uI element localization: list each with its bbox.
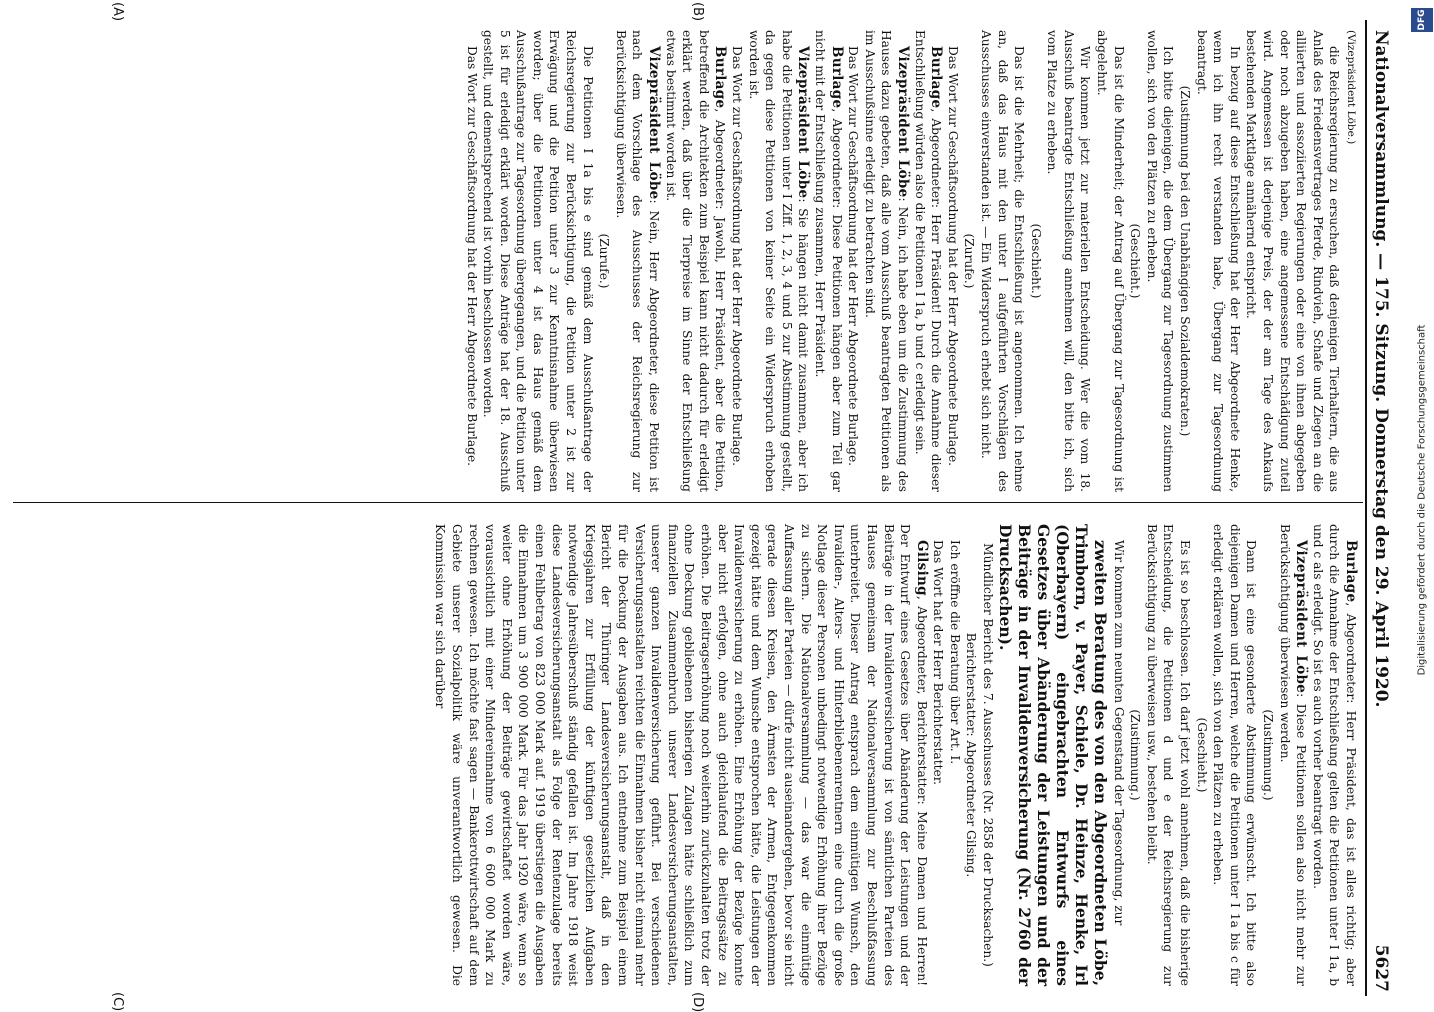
page-header (1363, 0, 1395, 1000)
interjection: (Zustimmung bei den Unabhängigen Sozialdemokraten.) (1178, 85, 1193, 437)
paragraph: Ich eröffne die Beratung über Art. I. (947, 540, 962, 765)
rapporteur-line: Berichterstatter: Abgeordneter Gilsing. (964, 632, 979, 878)
interjection: (Zurufe.) (597, 233, 612, 289)
paragraph: Das ist die Mehrheit; die Entschließung ist angenommen. Ich nehme an, daß das Haus mit den unter I aufgeführten Vorschlägen des Ausschusses einverstanden ist. — Ein Widerspruch erhebt sich nicht. (978, 30, 1027, 492)
report-line: Mündlicher Bericht des 7. Ausschusses (Nr. 2858 der Drucksachen.) (981, 543, 996, 967)
paragraph: (Vizepräsident Löbe.) (1345, 30, 1357, 145)
speaker-name: Burlage (1343, 540, 1359, 603)
interjection: (Zustimmung.) (1261, 709, 1276, 801)
paragraph: Wir kommen zum neunten Gegenstand der Tagesordnung, zur (1111, 540, 1126, 926)
speaker-name: Vizepräsident Löbe (795, 46, 812, 199)
paragraph: die Reichsregierung zu ersuchen, daß denjenigen Tierhaltern, die aus Anlaß des Friedensvertrages Pferde, Rindvieh, Schafe und Ziegen an die alliierten und assoziierten Regierungen oder eine von ihnen abgegeben oder noch abzugeben haben, eine angemessene Entschädigung zuteil wird. Angemessen ist derjenige Preis, der der am Tage des Ankaufs bestehenden Marktlage annähernd entspricht. (1244, 30, 1342, 492)
paragraph: Wir kommen jetzt zur materiellen Entscheidung. Wer die vom 18. Ausschuß beantragte Entschließung annehmen will, den bitte ich, sich vom Platze zu erheben. (1045, 30, 1093, 492)
speaker-name: Vizepräsident Löbe (646, 46, 663, 200)
header-rule (1365, 20, 1367, 996)
interjection: (Geschieht.) (1194, 717, 1209, 793)
interjection: (Zurufe.) (962, 233, 977, 289)
paragraph: Das Wort zur Geschäftsordnung hat der Herr Abgeordnete Burlage. (730, 46, 745, 467)
interjection: (Geschieht.) (1028, 223, 1043, 299)
paragraph: In bezug auf diese Entschließung hat der Herr Abgeordnete Henke, wenn ich ihn recht verstanden habe, Übergang zur Tagesordnung beantragt. (1194, 30, 1242, 492)
agenda-item-title: zweiten Beratung des von den Abgeordneten Löbe, Trimborn, v. Payer, Schiele, Dr. Heinze, Henke, Irl (Oberbayern) eingebrachten Entwurfs eines Gesetzes über Abänderung der Leistungen und der Beiträge in der Invalidenversicherung (Nr. 2760 der Drucksachen). (996, 524, 1111, 986)
paragraph: Das Wort hat der Herr Berichterstatter. (931, 540, 946, 786)
speech-paragraph: Gilsing, Abgeordneter, Berichterstatter: Meine Damen und Herren! Der Entwurf eines Gesetzes über Abänderung der Leistungen und der Beiträge in der Invalidenversicherung ist von sämtlichen Parteien des Hauses gemeinsam der Nationalversammlung zur Beschlußfassung unterbreitet. Dieser Antrag entsprach dem einmütigen Wunsch, den Invaliden-, Alters- und Hinterbliebenenrentnern eine durch die große Notlage dieser Personen unbedingt notwendige Erhöhung ihrer Bezüge zu sichern. Die Nationalversammlung — das war die einmütige Auffassung aller Parteien — dürfe nicht auseinandergehen, bevor sie nicht gerade diesen Kreisen, den Ärmsten der Armen, Entgegenkommen gezeigt hätte und dem Wunsche entsprochen hätte, die Leistungen der Invalidenversicherung zu erhöhen. Eine Erhöhung der Bezüge konnte aber nicht erfolgen, ohne auch gleichlaufend die Beitragssätze zu erhöhen. Die Beitragserhöhung noch weiterhin zurückzuhalten trotz der ohne Deckung gebliebenen bisherigen Zulagen hätte schließlich zum finanziellen Zusammenbruch unserer Landesversicherungsanstalten, unserer ganzen Invalidenversicherung geführt. Bei verschiedenen Versicherungsanstalten reichten die Einnahmen bisher nicht einmal mehr für die Deckung der Ausgaben aus. Ich entnehme zum Beispiel einem Bericht der Thüringer Landesversicherungsanstalt, daß in den Kriegsjahren zur Erfüllung der künftigen gesetzlichen Aufgaben notwendige Jahresüberschuß ständig gefallen ist. Im Jahre 1918 weist diese Landesversicherungsanstalt als Folge der Rentenzulage bereits einen Fehlbetrag von 823 000 Mark auf. 1919 überstiegen die Ausgaben die Einnahmen um 3 900 000 Mark. Für das Jahr 1920 wäre, wenn so weiter ohne Erhöhung der Beiträge gewirtschaftet worden wäre, voraussichtlich mit einer Mindereinnahme von 6 600 000 Mark zu rechnen gewesen. Ich möchte fast sagen — Bankerottwirtschaft auf dem Gebiete unserer Sozialpolitik wäre unverantwortlich gewesen. Die Kommission war sich darüber (433, 524, 930, 986)
speaker-name: Burlage (828, 46, 845, 109)
speaker-name: Burlage (928, 46, 945, 109)
paragraph: Die Petitionen I 1a bis e sind gemäß dem Ausschußantrage der Reichsregierung zur Berücksichtigung, die Petition unter 2 ist zur Erwägung und die Petition unter 3 zur Kenntnisnahme überwiesen worden; über die Petitionen unter 4 ist das Haus gemäß dem Ausschußantrage zur Tagesordnung übergegangen, und die Petition unter 5 ist für erledigt erklärt worden. Diese Anträge hat der 18. Ausschuß gestellt, und dementsprechend ist vorhin beschlossen worden. (481, 30, 595, 492)
paragraph: Das Wort zur Geschäftsordnung hat der Herr Abgeordnete Burlage. (945, 46, 960, 467)
speech-paragraph: Burlage, Abgeordneter: Herr Präsident! Durch die Annahme dieser Entschließung würden also die Petitionen I 1a, b und c erledigt sein. (912, 30, 945, 492)
speech-paragraph: Vizepräsident Löbe: Nein, Herr Abgeordneter, diese Petition ist nach dem Vorschlage des Ausschusses der Reichsregierung zur Berücksichtigung überwiesen. (613, 30, 663, 492)
speech-paragraph: Vizepräsident Löbe: Diese Petitionen sollen also nicht mehr zur Berücksichtigung überwiesen werden. (1277, 524, 1310, 986)
paragraph: Dann ist eine gesonderte Abstimmung erwünscht. Ich bitte also diejenigen Damen und Herren, welche die Petitionen unter I 1a bis c für erledigt erklären wollen, sich von den Plätzen zu erheben. (1211, 524, 1259, 986)
column-divider (13, 502, 1363, 503)
speech-paragraph: Vizepräsident Löbe: Sie hängen nicht damit zusammen, aber ich habe die Petitionen unter I Ziff. 1, 2, 3, 4 und 5 zur Abstimmung gestellt, da gegen diese Petitionen von keiner Seite ein Widerspruch erhoben worden ist. (746, 30, 812, 492)
running-title: Nationalversammlung. — 175. Sitzung. Donnerstag den 29. April 1920. (1371, 30, 1391, 708)
margin-mark-c: (C) (110, 992, 125, 1012)
paragraph: Das Wort zur Geschäftsordnung hat der Herr Abgeordnete Burlage. (464, 46, 479, 467)
margin-mark-b: (B) (690, 2, 705, 22)
left-column (463, 30, 1359, 492)
rotated-page (5, 0, 1395, 1012)
interjection: (Zustimmung.) (1128, 709, 1143, 801)
margin-mark-a: (A) (110, 2, 125, 22)
speaker-name: Vizepräsident Löbe (894, 46, 911, 198)
credit-text: Digitalisierung gefördert durch die Deutsche Forschungsgemeinschaft (1416, 324, 1428, 676)
digitization-credit (1410, 0, 1434, 1000)
speaker-name: Gilsing (913, 540, 930, 596)
speaker-name: Vizepräsident Löbe (1293, 540, 1310, 694)
speech-paragraph: Burlage, Abgeordneter: Jawohl, Herr Präsident, aber die Petition, betreffend die Architekten zum Beispiel kann nicht dadurch für erledigt erklärt werden, daß über die Tierpreise im Sinne der Entschließung etwas bestimmt worden ist. (663, 30, 729, 492)
margin-mark-d: (D) (690, 992, 705, 1012)
speech-paragraph: Burlage, Abgeordneter: Herr Präsident, das ist alles richtig; aber durch die Annahme der Entschließung gelten die Petitionen unter I 1a, b und c als erledigt. So ist es auch vorher beantragt worden. (1310, 524, 1359, 986)
page-number: 5627 (1371, 944, 1391, 992)
dfg-logo: DFG (1411, 8, 1433, 32)
speech-paragraph: Burlage, Abgeordneter: Diese Petitionen hängen aber zum Teil gar nicht mit der Entschließung zusammen, Herr Präsident. (813, 30, 845, 492)
speech-paragraph: Vizepräsident Löbe: Nein, ich habe eben um die Zustimmung des Hauses dazu gebeten, daß alle vom Ausschuß beantragten Petitionen als im Ausschußsinne erledigt zu betrachten sind. (862, 30, 911, 492)
paragraph: Das Wort zur Geschäftsordnung hat der Herr Abgeordnete Burlage. (846, 46, 861, 467)
speaker-name: Burlage (712, 46, 729, 109)
right-column (432, 524, 1359, 986)
interjection: (Geschieht.) (1128, 223, 1143, 299)
paragraph: Es ist so beschlossen. Ich darf jetzt wohl annehmen, daß die bisherige Entscheidung, die Petitionen d und e der Reichsregierung zur Berücksichtigung zu überweisen usw., bestehen bleibt. (1144, 524, 1193, 986)
paragraph: Ich bitte diejenigen, die dem Übergang zur Tagesordnung zustimmen wollen, sich von den Plätzen zu erheben. (1144, 30, 1176, 492)
paragraph: Das ist die Minderheit; der Antrag auf Übergang zur Tagesordnung ist abgelehnt. (1095, 30, 1126, 492)
